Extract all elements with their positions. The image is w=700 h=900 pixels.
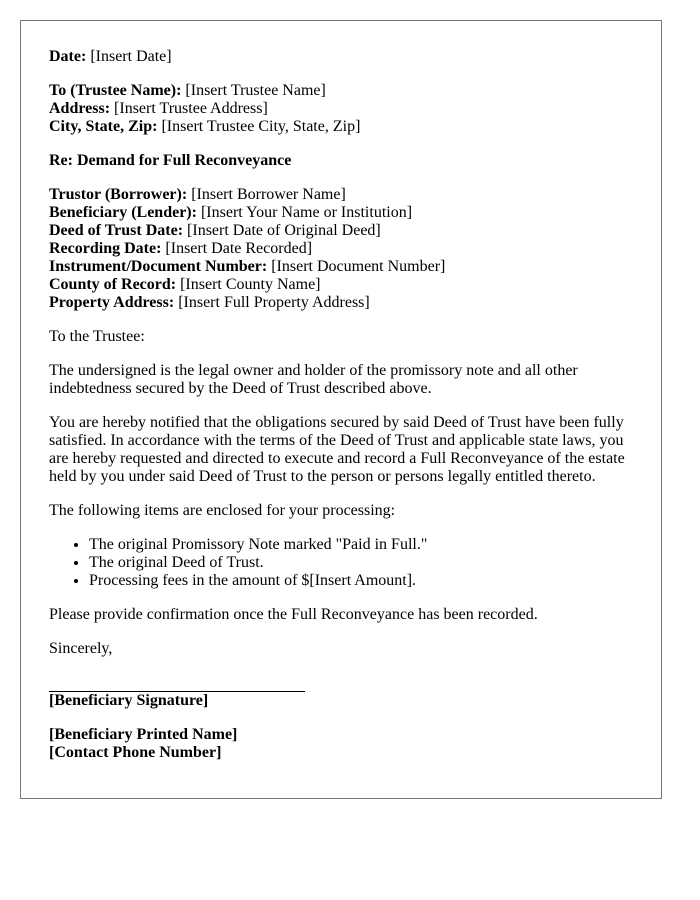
- signature-block: [49, 674, 633, 710]
- detail-value: [Insert Date Recorded]: [165, 240, 313, 257]
- signature-label: [Beneficiary Signature]: [49, 692, 209, 709]
- detail-value: [Insert Document Number]: [271, 258, 446, 275]
- detail-value: [Insert Borrower Name]: [191, 186, 346, 203]
- subject-line: [49, 152, 633, 170]
- paragraph-ownership: The undersigned is the legal owner and holder of the promissory note and all other indebtedness secured by the Deed of Trust described above.: [49, 362, 578, 397]
- list-item: • The original Promissory Note marked "Paid in Full.": [89, 536, 633, 554]
- detail-label: Trustor (Borrower):: [49, 186, 188, 203]
- date-value: [Insert Date]: [90, 48, 172, 65]
- to-value: [Insert Trustee Name]: [185, 82, 326, 99]
- list-item: • Processing fees in the amount of $[Insert Amount].: [89, 572, 633, 590]
- city-value: [Insert Trustee City, State, Zip]: [161, 118, 361, 135]
- detail-label: Beneficiary (Lender):: [49, 204, 197, 221]
- to-label: To (Trustee Name):: [49, 82, 182, 99]
- closing: Sincerely,: [49, 640, 113, 657]
- detail-label: County of Record:: [49, 276, 177, 293]
- address-value: [Insert Trustee Address]: [114, 100, 268, 117]
- date-line: [49, 48, 633, 66]
- city-label: City, State, Zip:: [49, 118, 158, 135]
- detail-value: [Insert Your Name or Institution]: [200, 204, 413, 221]
- paragraph-enclosures: The following items are enclosed for your processing:: [49, 502, 396, 519]
- list-item: • The original Deed of Trust.: [89, 554, 633, 572]
- details-block: [49, 186, 633, 312]
- enclosures-list: [49, 536, 633, 590]
- detail-label: Recording Date:: [49, 240, 162, 257]
- detail-value: [Insert Full Property Address]: [178, 294, 370, 311]
- detail-label: Deed of Trust Date:: [49, 222, 184, 239]
- subject: Re: Demand for Full Reconveyance: [49, 152, 292, 169]
- date-label: Date:: [49, 48, 87, 65]
- recipient-block: [49, 82, 633, 136]
- detail-label: Instrument/Document Number:: [49, 258, 268, 275]
- address-label: Address:: [49, 100, 111, 117]
- contact-block: [49, 726, 633, 762]
- contact-phone: [Contact Phone Number]: [49, 744, 222, 761]
- paragraph-confirmation: Please provide confirmation once the Full Reconveyance has been recorded.: [49, 606, 538, 623]
- detail-value: [Insert County Name]: [180, 276, 321, 293]
- paragraph-request: You are hereby notified that the obligations secured by said Deed of Trust have been fully satisfied. In accordance with the terms of the Deed of Trust and applicable state laws, you are hereby requested and directed to execute and record a Full Reconveyance of the estate held by you under said Deed of Trust to the person or persons legally entitled thereto.: [49, 414, 625, 485]
- printed-name: [Beneficiary Printed Name]: [49, 726, 238, 743]
- letter-document: [20, 20, 662, 799]
- detail-value: [Insert Date of Original Deed]: [187, 222, 381, 239]
- detail-label: Property Address:: [49, 294, 175, 311]
- salutation: To the Trustee:: [49, 328, 145, 345]
- signature-line: [49, 674, 305, 692]
